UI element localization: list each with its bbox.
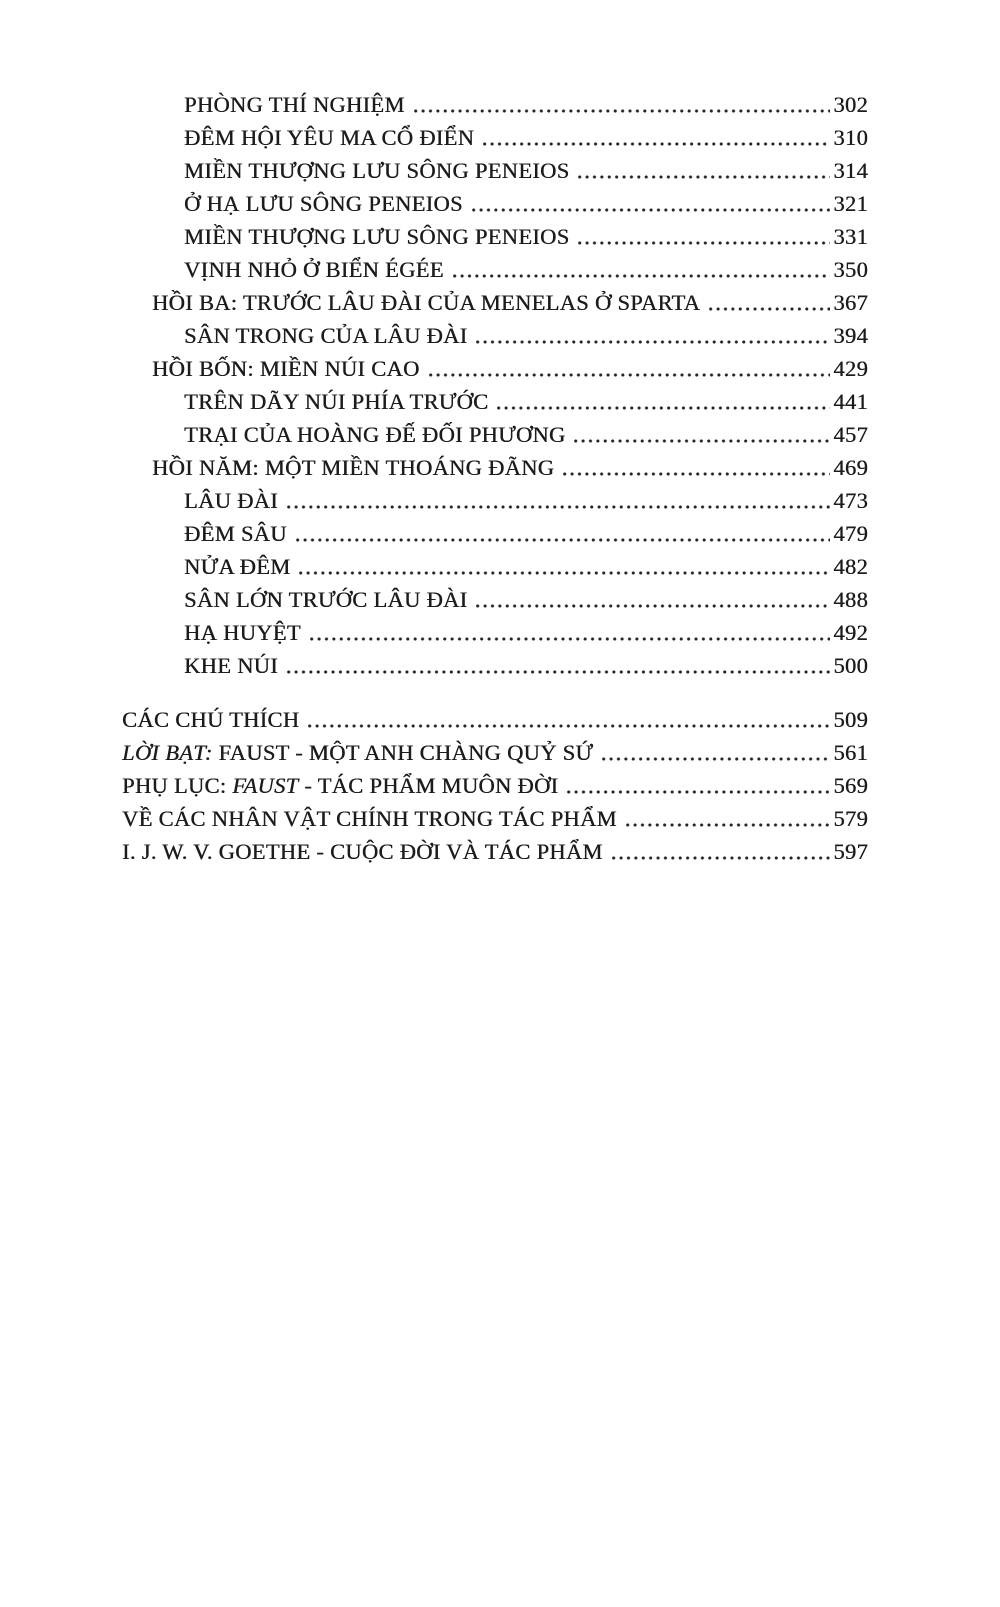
toc-entry-page-number: 394 — [833, 323, 868, 348]
toc-entry-title — [152, 451, 554, 484]
toc-entry — [122, 187, 868, 220]
dotted-leader — [624, 802, 831, 835]
dotted-leader — [565, 769, 830, 802]
toc-entry-title — [184, 583, 467, 616]
toc-title-segment: ĐÊM HỘI YÊU MA CỔ ĐIỂN — [184, 125, 475, 150]
toc-entry — [122, 253, 868, 286]
toc-entry-title — [184, 385, 488, 418]
toc-entry — [122, 286, 868, 319]
dotted-leader — [308, 616, 831, 649]
toc-entry-title — [184, 88, 405, 121]
toc-entry — [122, 220, 868, 253]
dotted-leader — [576, 220, 830, 253]
toc-entry-title — [152, 286, 700, 319]
toc-entry — [122, 649, 868, 682]
dotted-leader — [285, 649, 830, 682]
toc-entry — [122, 88, 868, 121]
toc-entry-title — [184, 253, 444, 286]
toc-entry — [122, 121, 868, 154]
dotted-leader — [297, 550, 830, 583]
toc-title-segment: VỀ CÁC NHÂN VẬT CHÍNH TRONG TÁC PHẨM — [122, 806, 617, 831]
toc-entry — [122, 550, 868, 583]
toc-title-segment: VỊNH NHỎ Ở BIỂN ÉGÉE — [184, 257, 444, 282]
toc-entry-title — [184, 418, 565, 451]
toc-entry-title — [184, 649, 278, 682]
toc-entry — [122, 385, 868, 418]
toc-entry-page-number: 482 — [833, 554, 868, 579]
toc-entry-page-number: 321 — [833, 191, 868, 216]
toc-entry — [122, 451, 868, 484]
toc-title-segment: Ở HẠ LƯU SÔNG PENEIOS — [184, 191, 463, 216]
toc-entry-title — [184, 121, 474, 154]
toc-entry-title — [122, 835, 603, 868]
toc-entry-page-number: 479 — [833, 521, 868, 546]
toc-title-segment: PHỤ LỤC: — [122, 773, 233, 798]
toc-entry — [122, 517, 868, 550]
toc-title-segment: FAUST - MỘT ANH CHÀNG QUỶ SỨ — [212, 740, 594, 765]
toc-entry — [122, 154, 868, 187]
dotted-leader — [451, 253, 831, 286]
toc-entry-page-number: 457 — [833, 422, 868, 447]
dotted-leader — [561, 451, 830, 484]
toc-entry-title — [122, 703, 299, 736]
dotted-leader — [495, 385, 830, 418]
toc-title-segment: MIỀN THƯỢNG LƯU SÔNG PENEIOS — [184, 224, 570, 249]
toc-entry-title — [184, 154, 569, 187]
dotted-leader — [294, 517, 831, 550]
toc-entry — [122, 835, 868, 868]
toc-entry-page-number: 500 — [833, 653, 868, 678]
toc-title-segment: ĐÊM SÂU — [184, 521, 287, 546]
dotted-leader — [707, 286, 830, 319]
dotted-leader — [600, 736, 830, 769]
toc-entry-title — [184, 517, 287, 550]
toc-entry — [122, 319, 868, 352]
toc-title-italic-segment: FAUST — [232, 773, 299, 798]
toc-title-segment: SÂN LỚN TRƯỚC LÂU ĐÀI — [184, 587, 468, 612]
dotted-leader — [427, 352, 831, 385]
toc-entry — [122, 736, 868, 769]
toc-entry-page-number: 561 — [833, 740, 868, 765]
toc-entry-title — [184, 616, 301, 649]
toc-entry-page-number: 302 — [833, 92, 868, 117]
toc-title-segment: I. J. W. V. GOETHE - CUỘC ĐỜI VÀ TÁC PHẨM — [122, 839, 603, 864]
toc-entry-page-number: 367 — [833, 290, 868, 315]
toc-title-segment: HỒI BỐN: MIỀN NÚI CAO — [152, 356, 420, 381]
toc-title-segment: SÂN TRONG CỦA LÂU ĐÀI — [184, 323, 468, 348]
toc-entry-title — [184, 187, 463, 220]
toc-entry — [122, 703, 868, 736]
dotted-leader — [572, 418, 830, 451]
toc-entry-title — [122, 769, 558, 802]
toc-list — [122, 88, 868, 868]
toc-entry-title — [184, 484, 278, 517]
toc-title-segment: NỬA ĐÊM — [184, 554, 291, 579]
toc-entry-title — [152, 352, 420, 385]
toc-entry-page-number: 597 — [833, 839, 868, 864]
toc-entry-title — [184, 220, 569, 253]
dotted-leader — [576, 154, 830, 187]
dotted-leader — [306, 703, 830, 736]
toc-entry-page-number: 488 — [833, 587, 868, 612]
dotted-leader — [285, 484, 830, 517]
dotted-leader — [610, 835, 831, 868]
toc-entry-page-number: 469 — [833, 455, 868, 480]
toc-entry-page-number: 579 — [833, 806, 868, 831]
toc-entry-page-number: 473 — [833, 488, 868, 513]
toc-entry — [122, 616, 868, 649]
dotted-leader — [412, 88, 831, 121]
toc-title-segment: MIỀN THƯỢNG LƯU SÔNG PENEIOS — [184, 158, 570, 183]
toc-entry-page-number: 509 — [833, 707, 868, 732]
toc-title-segment: CÁC CHÚ THÍCH — [122, 707, 300, 732]
toc-entry-title — [184, 319, 467, 352]
toc-entry — [122, 418, 868, 451]
toc-title-segment: HẠ HUYỆT — [184, 620, 301, 645]
toc-title-segment: HỒI BA: TRƯỚC LÂU ĐÀI CỦA MENELAS Ở SPARTA — [152, 290, 701, 315]
toc-title-segment: PHÒNG THÍ NGHIỆM — [184, 92, 405, 117]
toc-entry — [122, 352, 868, 385]
toc-entry-page-number: 314 — [833, 158, 868, 183]
toc-title-italic-segment: LỜI BẠT: — [122, 740, 213, 765]
dotted-leader — [474, 583, 830, 616]
toc-entry-page-number: 331 — [833, 224, 868, 249]
toc-entry — [122, 583, 868, 616]
toc-entry-title — [122, 736, 593, 769]
toc-title-segment: TRÊN DÃY NÚI PHÍA TRƯỚC — [184, 389, 489, 414]
dotted-leader — [481, 121, 830, 154]
toc-entry-title — [122, 802, 617, 835]
toc-title-segment: - TÁC PHẨM MUÔN ĐỜI — [298, 773, 559, 798]
toc-title-segment: TRẠI CỦA HOÀNG ĐẾ ĐỐI PHƯƠNG — [184, 422, 566, 447]
toc-entry-page-number: 429 — [833, 356, 868, 381]
toc-entry-page-number: 492 — [833, 620, 868, 645]
toc-entry — [122, 802, 868, 835]
toc-entry-page-number: 569 — [833, 773, 868, 798]
toc-entry — [122, 484, 868, 517]
toc-title-segment: KHE NÚI — [184, 653, 278, 678]
toc-entry — [122, 769, 868, 802]
dotted-leader — [474, 319, 830, 352]
toc-title-segment: LÂU ĐÀI — [184, 488, 278, 513]
toc-entry-page-number: 441 — [833, 389, 868, 414]
toc-entry-title — [184, 550, 290, 583]
toc-entry-page-number: 310 — [833, 125, 868, 150]
toc-entry-page-number: 350 — [833, 257, 868, 282]
dotted-leader — [470, 187, 831, 220]
toc-title-segment: HỒI NĂM: MỘT MIỀN THOÁNG ĐÃNG — [152, 455, 555, 480]
